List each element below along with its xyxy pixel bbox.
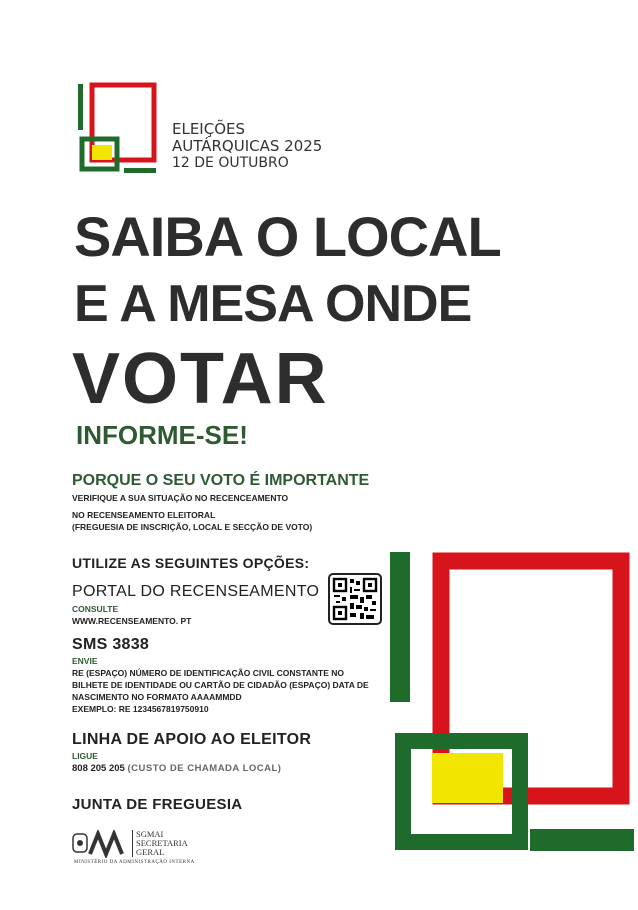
intro-title: PORQUE O SEU VOTO É IMPORTANTE bbox=[72, 472, 370, 489]
ministry-label: MINISTÉRIO DA ADMINISTRAÇÃO INTERNA bbox=[74, 860, 195, 865]
headline-cta: INFORME-SE! bbox=[76, 420, 248, 450]
junta-label: JUNTA DE FREGUESIA bbox=[72, 796, 243, 813]
sms-line1: RE (ESPAÇO) NÚMERO DE IDENTIFICAÇÃO CIVIL CONSTANTE NO bbox=[72, 668, 345, 678]
headline-line2: E A MESA ONDE bbox=[74, 275, 472, 333]
sms-line3: NASCIMENTO NO FORMATO AAAAMMDD bbox=[72, 692, 242, 702]
election-title-line2: AUTÁRQUICAS 2025 bbox=[172, 137, 323, 155]
helpline-title: LINHA DE APOIO AO ELEITOR bbox=[72, 731, 312, 748]
headline-line1: SAIBA O LOCAL bbox=[74, 205, 501, 268]
sms-action: ENVIE bbox=[72, 656, 98, 666]
sms-example: EXEMPLO: RE 1234567819750910 bbox=[72, 704, 209, 714]
portal-url[interactable]: WWW.RECENSEAMENTO. PT bbox=[72, 616, 192, 626]
sms-line2: BILHETE DE IDENTIDADE OU CARTÃO DE CIDADÃO (ESPAÇO) DATA DE bbox=[72, 680, 369, 690]
ministry-crest-icon bbox=[72, 830, 132, 858]
election-logo-icon bbox=[78, 82, 160, 176]
sgmai-line1: SECRETARIA bbox=[136, 838, 188, 848]
intro-line1: VERIFIQUE A SUA SITUAÇÃO NO RECENCEAMENTO bbox=[72, 493, 289, 503]
election-title bbox=[172, 121, 322, 172]
headline-line3: VOTAR bbox=[72, 339, 329, 419]
portal-title: PORTAL DO RECENSEAMENTO bbox=[72, 583, 320, 600]
helpline-number[interactable]: 808 205 205 bbox=[72, 763, 125, 774]
intro-line2: NO RECENSEAMENTO ELEITORAL bbox=[72, 510, 216, 520]
helpline-line bbox=[72, 762, 281, 775]
sgmai-label bbox=[132, 830, 188, 857]
sgmai-line2: GERAL bbox=[136, 847, 165, 857]
intro-line3: (FREGUESIA DE INSCRIÇÃO, LOCAL E SECÇÃO DE VOTO) bbox=[72, 522, 313, 532]
election-title-line1: ELEIÇÕES bbox=[172, 120, 246, 138]
qr-code-icon[interactable] bbox=[328, 573, 382, 625]
helpline-note: (CUSTO DE CHAMADA LOCAL) bbox=[127, 763, 282, 774]
portal-action: CONSULTE bbox=[72, 604, 119, 614]
qr-code-graphic bbox=[330, 575, 380, 623]
election-date: 12 DE OUTUBRO bbox=[172, 155, 289, 171]
election-graphic-icon bbox=[388, 548, 634, 856]
sms-title: SMS 3838 bbox=[72, 636, 150, 653]
sgmai-short: SGMAI bbox=[136, 829, 164, 839]
helpline-action: LIGUE bbox=[72, 751, 98, 761]
options-title: UTILIZE AS SEGUINTES OPÇÕES: bbox=[72, 555, 310, 571]
